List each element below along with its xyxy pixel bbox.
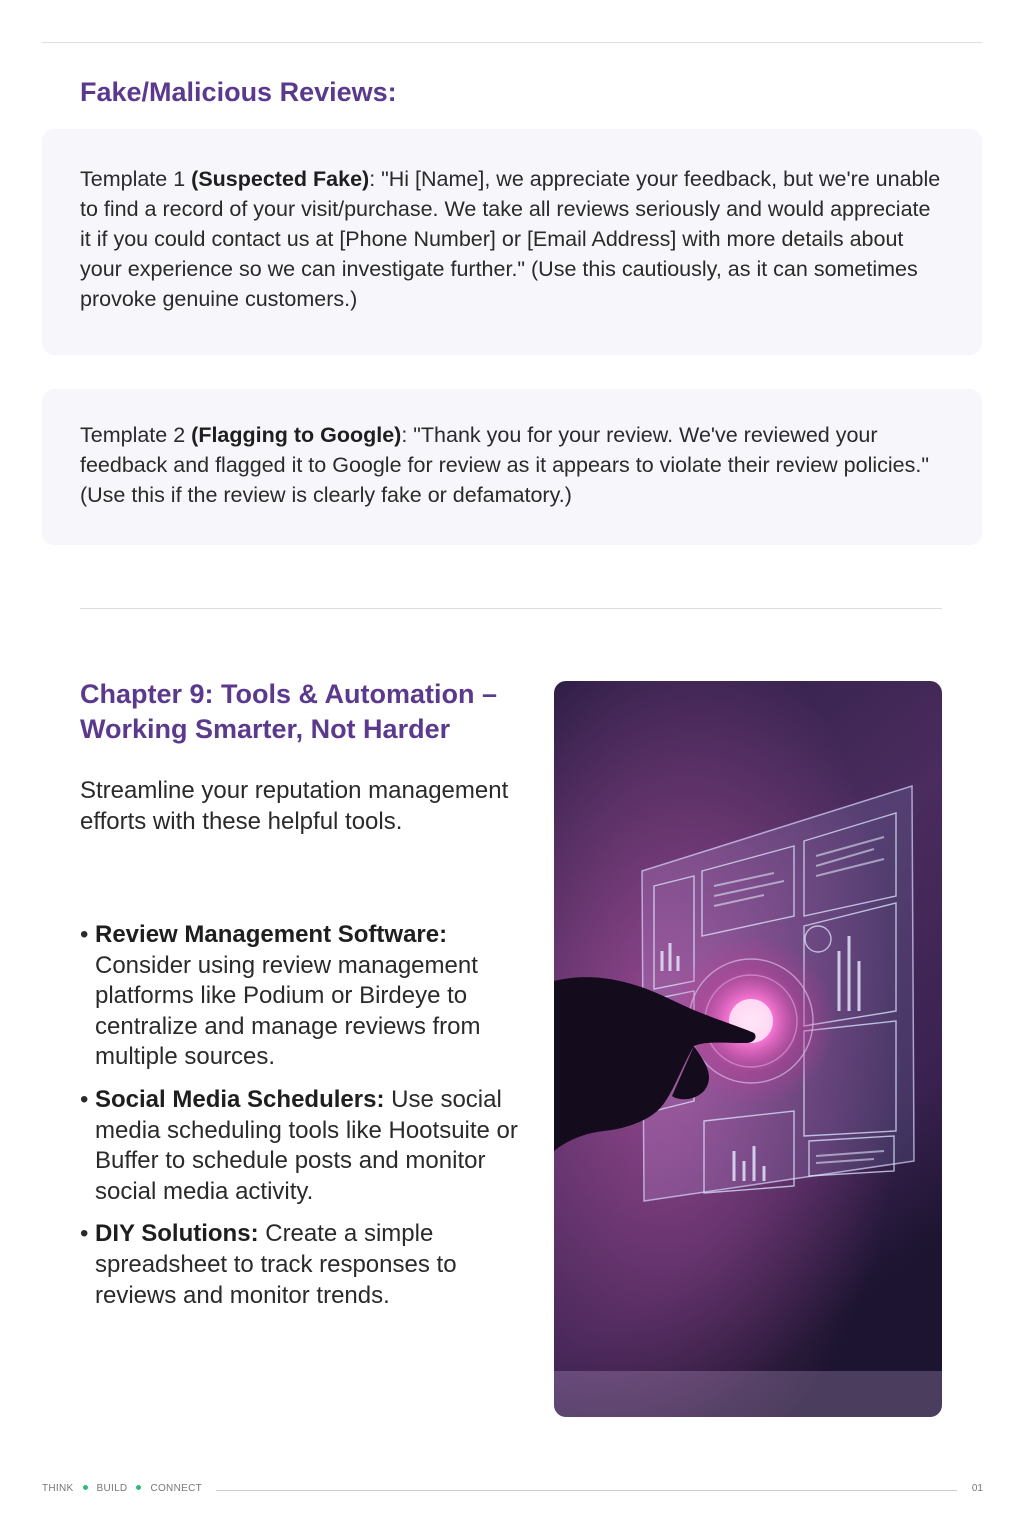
list-item bbox=[80, 920, 530, 1073]
template-2-text: : "Thank you for your review. We've reviewed your feedback and flagged it to Google for review as it appears to violate their review policies." (Use this if the review is clearly fake or defamatory.) bbox=[80, 423, 929, 507]
tools-list bbox=[80, 920, 530, 1323]
footer-word: CONNECT bbox=[150, 1483, 202, 1494]
template-2-label: (Flagging to Google) bbox=[191, 423, 402, 447]
list-item bbox=[80, 1219, 530, 1311]
dot-icon bbox=[136, 1485, 141, 1490]
template-1-label: (Suspected Fake) bbox=[191, 167, 370, 191]
list-item bbox=[80, 1085, 530, 1207]
section-divider bbox=[80, 608, 942, 609]
template-1-text: : "Hi [Name], we appreciate your feedback, but we're unable to find a record of your visit/purchase. We take all reviews seriously and would appreciate it if you could contact us at [Phone Number] or [Email Address] with more details about your experience so we can investigate further." (Use this cautiously, as it can sometimes provoke genuine customers.) bbox=[80, 167, 941, 311]
tool-description: Consider using review management platforms like Podium or Birdeye to centralize and manage reviews from multiple sources. bbox=[95, 951, 481, 1071]
footer-word: THINK bbox=[42, 1483, 74, 1494]
chapter-title: Chapter 9: Tools & Automation – Working Smarter, Not Harder bbox=[80, 679, 498, 744]
tool-description: Create a simple spreadsheet to track responses to reviews and monitor trends. bbox=[95, 1220, 457, 1309]
section-title: Fake/Malicious Reviews: bbox=[80, 77, 397, 107]
footer-tagline bbox=[42, 1483, 202, 1494]
dot-icon bbox=[83, 1485, 88, 1490]
top-divider bbox=[42, 42, 982, 43]
page-number: 01 bbox=[971, 1483, 983, 1494]
tool-name: Social Media Schedulers: bbox=[95, 1085, 385, 1113]
template-2-lead: Template 2 bbox=[80, 423, 192, 447]
tool-name: Review Management Software: bbox=[95, 921, 448, 948]
footer-rule bbox=[216, 1490, 957, 1491]
template-1-lead: Template 1 bbox=[80, 167, 192, 191]
tool-name: DIY Solutions: bbox=[95, 1220, 259, 1248]
template-card-2 bbox=[42, 389, 982, 545]
page-footer bbox=[42, 1482, 983, 1498]
chapter-intro: Streamline your reputation management efforts with these helpful tools. bbox=[80, 777, 509, 835]
tool-description: Use social media scheduling tools like Hootsuite or Buffer to schedule posts and monitor social media activity. bbox=[95, 1085, 518, 1205]
footer-word: BUILD bbox=[96, 1483, 128, 1494]
template-card-1 bbox=[42, 129, 982, 355]
hologram-dashboard-photo bbox=[554, 681, 942, 1417]
